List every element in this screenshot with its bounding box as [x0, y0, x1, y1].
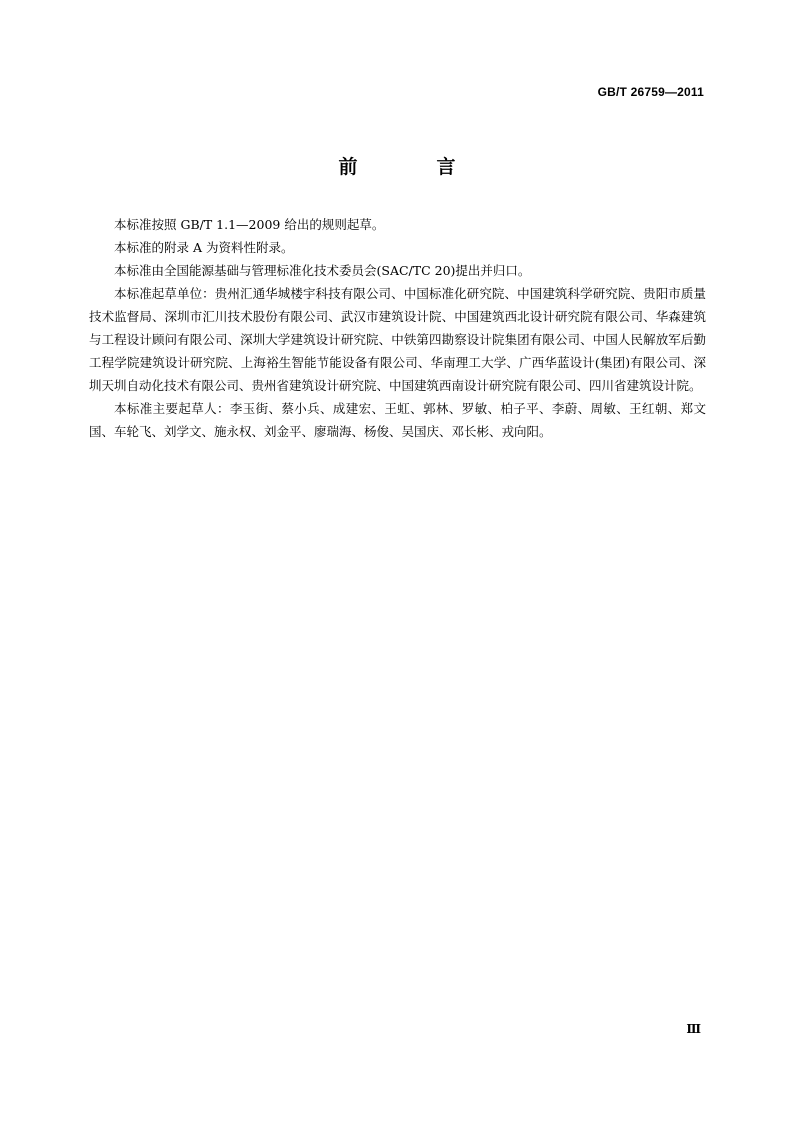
paragraph-drafting-rules: 本标准按照 GB/T 1.1—2009 给出的规则起草。 — [114, 217, 385, 232]
document-body — [89, 213, 706, 443]
page-title: 前 言 — [338, 156, 486, 178]
page-number: Ⅲ — [686, 1022, 701, 1036]
paragraph-committee: 本标准由全国能源基础与管理标准化技术委员会(SAC/TC 20)提出并归口。 — [114, 263, 531, 278]
paragraph-drafters: 本标准主要起草人：李玉街、蔡小兵、成建宏、王虹、郭林、罗敏、柏子平、李蔚、周敏、王红朝、郑文国、车轮飞、刘学文、施永权、刘金平、廖瑞海、杨俊、吴国庆、邓长彬、戎向阳。 — [89, 401, 706, 439]
paragraph-drafting-units: 本标准起草单位：贵州汇通华城楼宇科技有限公司、中国标准化研究院、中国建筑科学研究院、贵阳市质量技术监督局、深圳市汇川技术股份有限公司、武汉市建筑设计院、中国建筑西北设计研究院有限公司、华森建筑与工程设计顾问有限公司、深圳大学建筑设计研究院、中铁第四勘察设计院集团有限公司、中国人民解放军后勤工程学院建筑设计研究院、上海裕生智能节能设备有限公司、华南理工大学、广西华蓝设计(集团)有限公司、深圳天圳自动化技术有限公司、贵州省建筑设计研究院、中国建筑西南设计研究院有限公司、四川省建筑设计院。 — [89, 286, 706, 393]
standard-code: GB/T 26759—2011 — [597, 85, 704, 99]
paragraph-appendix: 本标准的附录 A 为资料性附录。 — [114, 240, 294, 255]
